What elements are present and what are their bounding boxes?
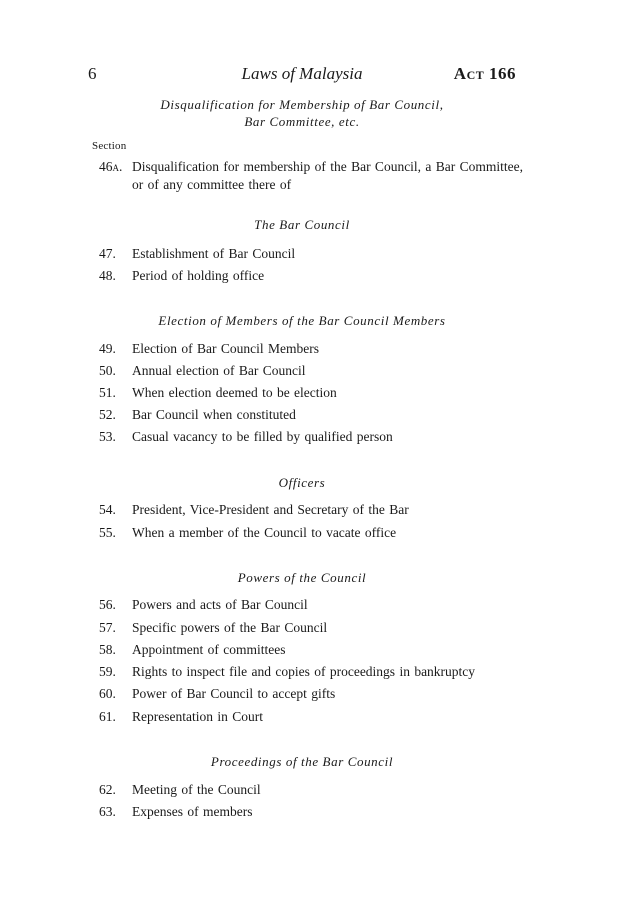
section-title: Casual vacancy to be filled by qualified person	[132, 429, 393, 444]
section-title: Annual election of Bar Council	[132, 363, 306, 378]
section-number: 48.	[99, 268, 116, 283]
act-label: Act 166	[453, 64, 516, 83]
section-title: Establishment of Bar Council	[132, 246, 296, 261]
section-title: Expenses of members	[132, 804, 253, 819]
toc-entry[interactable]	[92, 340, 532, 358]
toc-entry[interactable]	[92, 501, 532, 519]
section-number: 49.	[99, 341, 116, 356]
page-number: 6	[88, 64, 97, 83]
part-heading-powers: Powers of the Council	[237, 570, 367, 585]
part-heading-line: Bar Committee, etc.	[244, 114, 360, 129]
toc-entry[interactable]	[92, 619, 532, 637]
section-number: 57.	[99, 620, 116, 635]
header-title: Laws of Malaysia	[241, 64, 363, 83]
part-heading-bar-council: The Bar Council	[254, 217, 350, 232]
section-title: President, Vice-President and Secretary of the Bar	[132, 502, 409, 517]
toc-entry[interactable]	[92, 803, 532, 821]
toc-entry[interactable]	[92, 428, 532, 446]
section-number: 59.	[99, 664, 116, 679]
toc-entry[interactable]	[92, 158, 532, 194]
part-heading-proceedings: Proceedings of the Bar Council	[210, 754, 394, 769]
section-title: When a member of the Council to vacate office	[132, 525, 397, 540]
part-heading-officers: Officers	[278, 475, 326, 490]
section-number: 61.	[99, 709, 116, 724]
section-title: Powers and acts of Bar Council	[132, 597, 308, 612]
section-number: 51.	[99, 385, 116, 400]
toc-entry[interactable]	[92, 406, 532, 424]
part-heading-disqualification	[88, 96, 516, 130]
section-title: Representation in Court	[132, 709, 263, 724]
toc-entry[interactable]	[92, 596, 532, 614]
section-title: Election of Bar Council Members	[132, 341, 319, 356]
section-number: 62.	[99, 782, 116, 797]
section-number: 53.	[99, 429, 116, 444]
section-number: 46a.	[99, 159, 123, 174]
toc-entry[interactable]	[92, 245, 532, 263]
section-title: Bar Council when constituted	[132, 407, 296, 422]
running-header	[88, 64, 516, 86]
toc-entry[interactable]	[92, 781, 532, 799]
toc-entry[interactable]	[92, 663, 532, 681]
section-number: 58.	[99, 642, 116, 657]
section-title: Disqualification for membership of the Bar Council, a Bar Committee, or of any committee there of	[132, 159, 524, 192]
section-number: 55.	[99, 525, 116, 540]
section-title: Specific powers of the Bar Council	[132, 620, 328, 635]
section-number: 50.	[99, 363, 116, 378]
section-title: Appointment of committees	[132, 642, 286, 657]
toc-entry[interactable]	[92, 641, 532, 659]
part-heading-election: Election of Members of the Bar Council Members	[158, 313, 446, 328]
toc-entry[interactable]	[92, 708, 532, 726]
section-number: 52.	[99, 407, 116, 422]
section-title: Power of Bar Council to accept gifts	[132, 686, 336, 701]
section-number: 56.	[99, 597, 116, 612]
section-number: 60.	[99, 686, 116, 701]
section-title: When election deemed to be election	[132, 385, 337, 400]
section-number: 63.	[99, 804, 116, 819]
section-number: 54.	[99, 502, 116, 517]
toc-entry[interactable]	[92, 524, 532, 542]
section-column-label: Section	[92, 140, 127, 152]
part-heading-line: Disqualification for Membership of Bar Council,	[160, 97, 444, 112]
section-title: Rights to inspect file and copies of proceedings in bankruptcy	[132, 664, 476, 679]
toc-entry[interactable]	[92, 267, 532, 285]
toc-entry[interactable]	[92, 384, 532, 402]
toc-entry[interactable]	[92, 685, 532, 703]
section-number: 47.	[99, 246, 116, 261]
section-title: Meeting of the Council	[132, 782, 261, 797]
section-title: Period of holding office	[132, 268, 265, 283]
toc-entry[interactable]	[92, 362, 532, 380]
